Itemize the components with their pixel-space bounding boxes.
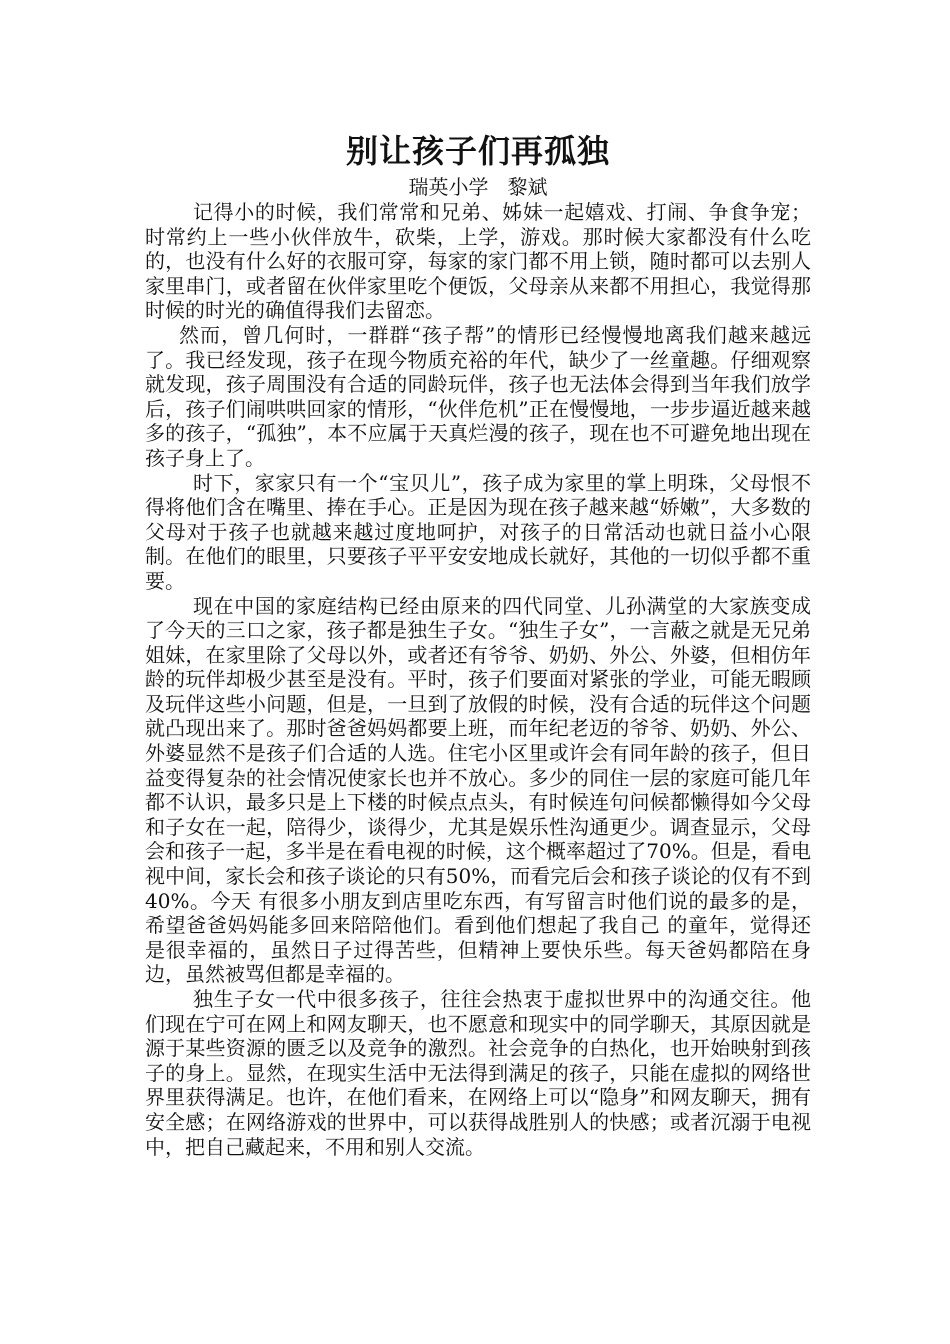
paragraph-4: 现在中国的家庭结构已经由原来的四代同堂、儿孙满堂的大家族变成了今天的三口之家，孩子都是独生子女。“独生子女”，一言蔽之就是无兄弟姐妹，在家里除了父母以外，或者还有爷爷、奶奶、外公、外婆，但相仿年龄的玩伴却极少甚至是没有。平时，孩子们要面对紧张的学业，可能无暇顾及玩伴这些小问题，但是，一旦到了放假的时候，没有合适的玩伴这个问题就凸现出来了。那时爸爸妈妈都要上班，而年纪老迈的爷爷、奶奶、外公、外婆显然不是孩子们合适的人选。住宅小区里或许会有同年龄的孩子，但日益变得复杂的社会情况使家长也并不放心。多少的同住一层的家庭可能几年都不认识，最多只是上下楼的时候点点头，有时候连句问候都懒得如今父母和子女在一起，陪得少，谈得少，尤其是娱乐性沟通更少。调查显示，父母会和孩子一起，多半是在看电视的时候，这个概率超过了70%。但是，看电视中间，家长会和孩子谈论的只有50%，而看完后会和孩子谈论的仅有不到40%。今天 有很多小朋友到店里吃东西，有写留言时他们说的最多的是，希望爸爸妈妈能多回来陪陪他们。看到他们想起了我自己 的童年，觉得还是很幸福的，虽然日子过得苦些，但精神上要快乐些。每天爸妈都陪在身边，虽然被骂但都是幸福的。 bbox=[145, 593, 811, 987]
paragraph-5: 独生子女一代中很多孩子，往往会热衷于虚拟世界中的沟通交往。他们现在宁可在网上和网友聊天，也不愿意和现实中的同学聊天，其原因就是源于某些资源的匮乏以及竞争的激烈。社会竞争的白热化，也开始映射到孩子的身上。显然，在现实生活中无法得到满足的孩子，只能在虚拟的网络世界里获得满足。也许，在他们看来，在网络上可以“隐身”和网友聊天，拥有安全感；在网络游戏的世界中，可以获得战胜别人的快感；或者沉溺于电视中，把自己藏起来，不用和别人交流。 bbox=[145, 987, 811, 1159]
paragraph-3: 时下，家家只有一个“宝贝儿”，孩子成为家里的掌上明珠，父母恨不得将他们含在嘴里、捧在手心。正是因为现在孩子越来越“娇嫩”，大多数的父母对于孩子也就越来越过度地呵护，对孩子的日常活动也就日益小心限制。在他们的眼里，只要孩子平平安安地成长就好，其他的一切似乎都不重要。 bbox=[145, 470, 811, 593]
article-author: 瑞英小学 黎斌 bbox=[408, 175, 548, 199]
article-title: 别让孩子们再孤独 bbox=[345, 132, 610, 170]
article-body bbox=[145, 128, 811, 1159]
paragraph-2: 然而，曾几何时，一群群“孩子帮”的情形已经慢慢地离我们越来越远了。我已经发现，孩子在现今物质充裕的年代，缺少了一丝童趣。仔细观察就发现，孩子周围没有合适的同龄玩伴，孩子也无法体会得到当年我们放学后，孩子们闹哄哄回家的情形，“伙伴危机”正在慢慢地，一步步逼近越来越多的孩子，“孤独”，本不应属于天真烂漫的孩子，现在也不可避免地出现在孩子身上了。 bbox=[145, 322, 811, 470]
paragraph-1: 记得小的时候，我们常常和兄弟、姊妹一起嬉戏、打闹、争食争宠；时常约上一些小伙伴放牛，砍柴，上学，游戏。那时候大家都没有什么吃的，也没有什么好的衣服可穿，每家的家门都不用上锁，随时都可以去别人家里串门，或者留在伙伴家里吃个便饭，父母亲从来都不用担心，我觉得那时候的时光的确值得我们去留恋。 bbox=[145, 200, 811, 323]
